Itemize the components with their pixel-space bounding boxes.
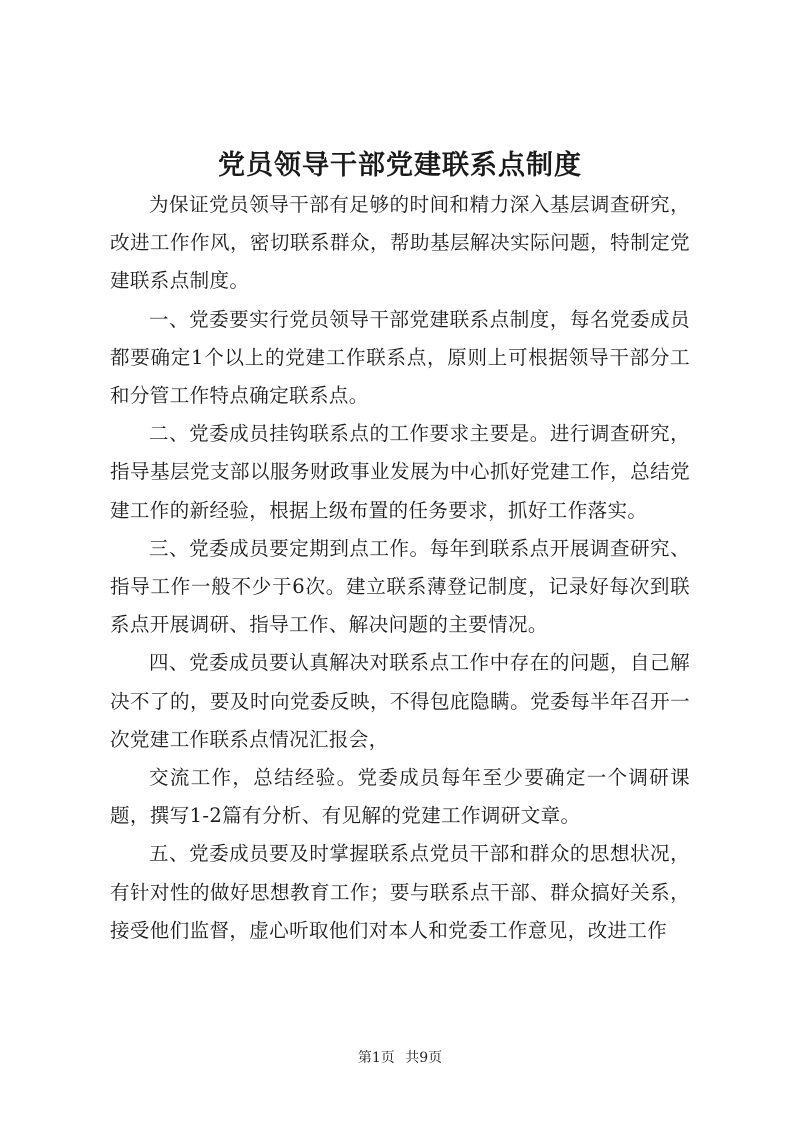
paragraph-item-3: 三、党委成员要定期到点工作。每年到联系点开展调查研究、指导工作一般不少于6次。建立联系薄登记制度，记录好每次到联系点开展调研、指导工作、解决问题的主要情况。 [110, 536, 690, 637]
paragraph-item-4-continued: 交流工作，总结经验。党委成员每年至少要确定一个调研课题，撰写1-2篇有分析、有见解的党建工作调研文章。 [110, 766, 690, 828]
page-footer [0, 1047, 800, 1067]
document-title: 党员领导干部党建联系点制度 [218, 150, 582, 181]
paragraph-item-5: 五、党委成员要及时掌握联系点党员干部和群众的思想状况，有针对性的做好思想教育工作；要与联系点干部、群众搞好关系，接受他们监督，虚心听取他们对本人和党委工作意见，改进工作 [110, 842, 690, 942]
page-number: 第1页 [357, 1050, 395, 1066]
paragraph-item-2: 二、党委成员挂钩联系点的工作要求主要是。进行调查研究，指导基层党支部以服务财政事业发展为中心抓好党建工作，总结党建工作的新经验，根据上级布置的任务要求，抓好工作落实。 [110, 422, 690, 522]
paragraph-intro: 为保证党员领导干部有足够的时间和精力深入基层调查研究，改进工作作风，密切联系群众，帮助基层解决实际问题，特制定党建联系点制度。 [110, 193, 690, 293]
document-body [110, 186, 690, 950]
page-total: 共9页 [405, 1050, 443, 1066]
paragraph-item-4: 四、党委成员要认真解决对联系点工作中存在的问题，自己解决不了的，要及时向党委反映，不得包庇隐瞒。党委每半年召开一次党建工作联系点情况汇报会， [110, 651, 690, 751]
paragraph-item-1: 一、党委要实行党员领导干部党建联系点制度，每名党委成员都要确定1个以上的党建工作联系点，原则上可根据领导干部分工和分管工作特点确定联系点。 [110, 307, 690, 408]
